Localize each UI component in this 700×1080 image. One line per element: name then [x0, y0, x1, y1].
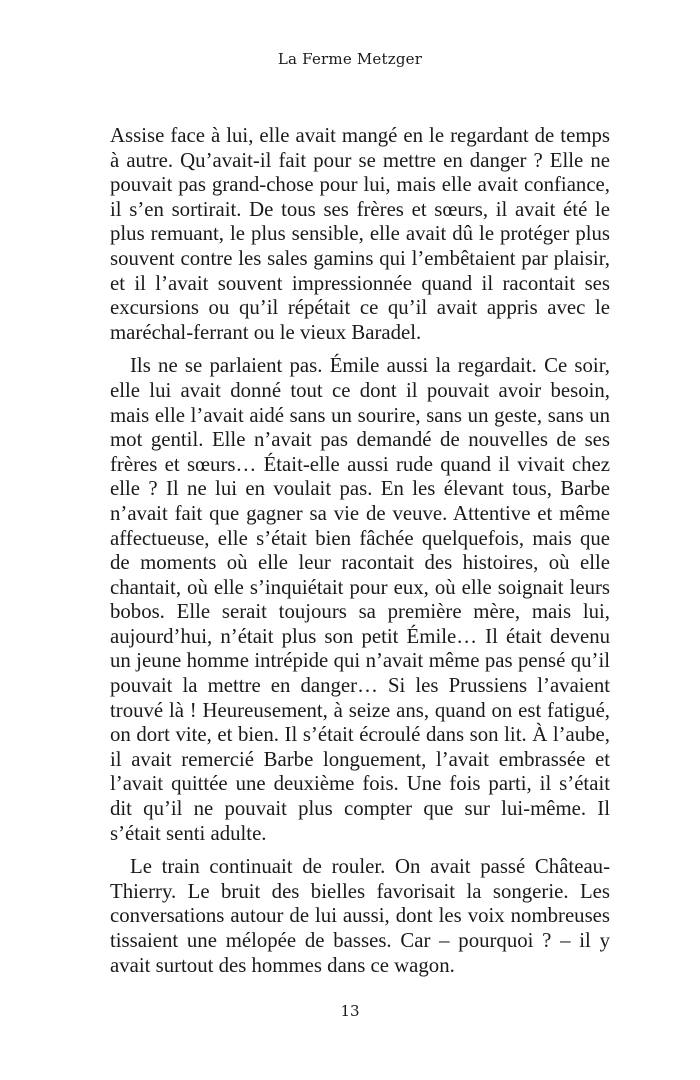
- paragraph-2: Ils ne se parlaient pas. Émile aussi la regardait. Ce soir, elle lui avait donné tout ce dont il pouvait avoir besoin, mais elle l’avait aidé sans un sourire, sans un geste, sans un mot gentil. Elle n’avait pas demandé de nouvelles de ses frères et sœurs… Était-elle aussi rude quand il vivait chez elle ? Il ne lui en voulait pas. En les élevant tous, Barbe n’avait fait que gagner sa vie de veuve. Attentive et même affectueuse, elle s’était bien fâchée quelquefois, mais que de moments où elle leur racontait des histoires, où elle chantait, où elle s’inquiétait pour eux, où elle soignait leurs bobos. Elle serait toujours sa première mère, mais lui, aujourd’hui, n’était plus son petit Émile… Il était devenu un jeune homme intrépide qui n’avait même pas pensé qu’il pouvait la mettre en danger… Si les Prussiens l’avaient trouvé là ! Heureusement, à seize ans, quand on est fatigué, on dort vite, et bien. Il s’était écroulé dans son lit. À l’aube, il avait remercié Barbe longuement, l’avait embrassée et l’avait quittée une deuxième fois. Une fois parti, il s’était dit qu’il ne pouvait plus compter que sur lui-même. Il s’était senti adulte.: [110, 354, 610, 845]
- running-head: La Ferme Metzger: [277, 50, 423, 68]
- page-number: 13: [340, 1002, 360, 1020]
- paragraph-3: Le train continuait de rouler. On avait passé Château-Thierry. Le bruit des bielles favorisait la songerie. Les conversations autour de lui aussi, dont les voix nombreuses tissaient une mélopée de basses. Car – pourquoi ? – il y avait surtout des hommes dans ce wagon.: [110, 855, 610, 977]
- body-text: [110, 124, 610, 987]
- paragraph-1: Assise face à lui, elle avait mangé en le regardant de temps à autre. Qu’avait-il fait pour se mettre en danger ? Elle ne pouvait pas grand-chose pour lui, mais elle avait confiance, il s’en sortirait. De tous ses frères et sœurs, il avait été le plus remuant, le plus sensible, elle avait dû le protéger plus souvent contre les sales gamins qui l’embêtaient par plaisir, et il l’avait souvent impressionnée quand il racontait ses excursions ou qu’il répétait ce qu’il avait appris avec le maréchal-ferrant ou le vieux Baradel.: [110, 124, 610, 344]
